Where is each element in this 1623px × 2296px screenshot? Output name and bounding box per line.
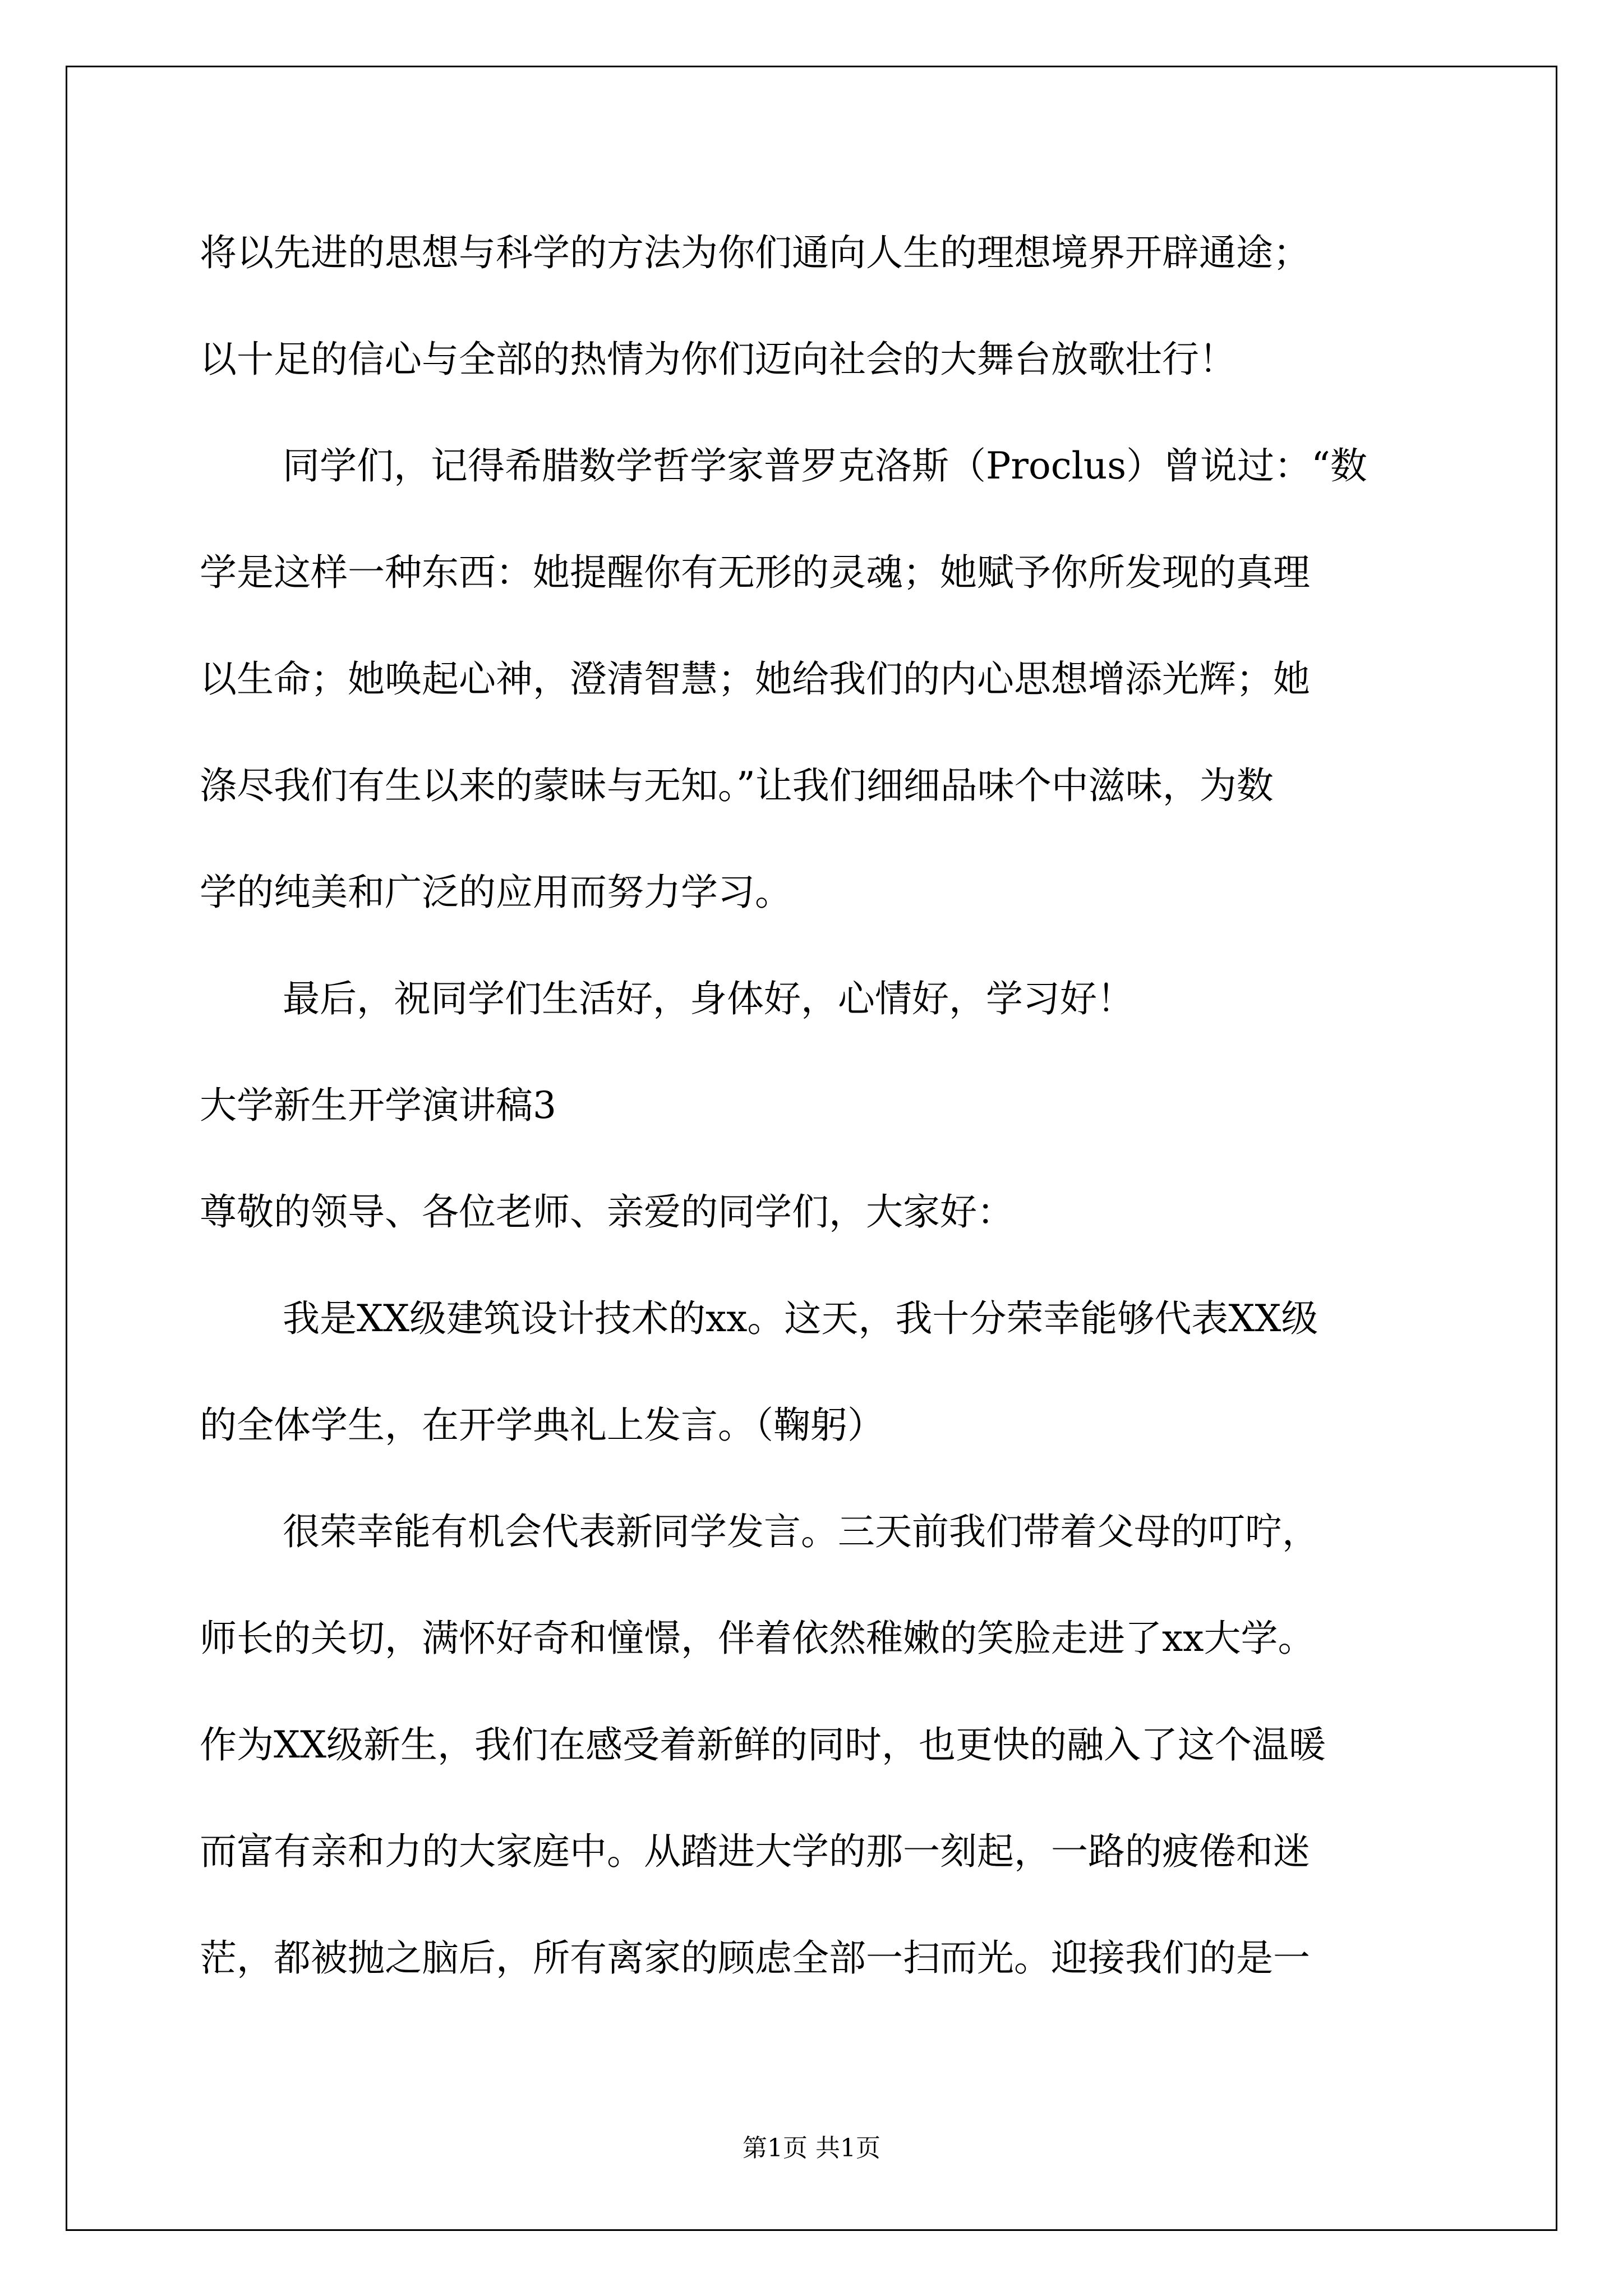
text-line-8: 最后，祝同学们生活好，身体好，心情好，学习好！ [283, 977, 1134, 1020]
text-line-2: 以十足的信心与全部的热情为你们迈向社会的大舞台放歌壮行！ [200, 338, 1236, 381]
text-line-7: 学的纯美和广泛的应用而努力学习。 [200, 871, 792, 914]
text-line-11: 我是XX级建筑设计技术的xx。这天，我十分荣幸能够代表XX级 [283, 1297, 1318, 1340]
text-line-16: 而富有亲和力的大家庭中。从踏进大学的那一刻起，一路的疲倦和迷 [200, 1830, 1310, 1873]
text-line-6: 涤尽我们有生以来的蒙昧与无知。”让我们细细品味个中滋味，为数 [200, 764, 1274, 807]
text-line-13: 很荣幸能有机会代表新同学发言。三天前我们带着父母的叮咛， [283, 1510, 1319, 1553]
page-footer: 第1页 共1页 [743, 2134, 880, 2162]
text-line-4: 学是这样一种东西：她提醒你有无形的灵魂；她赋予你所发现的真理 [200, 551, 1310, 594]
text-line-12: 的全体学生，在开学典礼上发言。（鞠躬） [200, 1404, 884, 1447]
text-line-17: 茫，都被抛之脑后，所有离家的顾虑全部一扫而光。迎接我们的是一 [200, 1936, 1310, 1980]
text-line-1: 将以先进的思想与科学的方法为你们通向人生的理想境界开辟通途； [200, 231, 1310, 274]
section-heading: 大学新生开学演讲稿3 [200, 1084, 556, 1127]
text-line-5: 以生命；她唤起心神，澄清智慧；她给我们的内心思想增添光辉；她 [200, 657, 1310, 701]
text-line-15: 作为XX级新生，我们在感受着新鲜的同时，也更快的融入了这个温暖 [200, 1723, 1326, 1766]
text-line-14: 师长的关切，满怀好奇和憧憬，伴着依然稚嫩的笑脸走进了xx大学。 [200, 1617, 1315, 1660]
text-line-3: 同学们，记得希腊数学哲学家普罗克洛斯（Proclus）曾说过：“数 [283, 444, 1367, 487]
salutation-line: 尊敬的领导、各位老师、亲爱的同学们，大家好： [200, 1190, 1014, 1234]
page-border [66, 66, 1557, 2231]
